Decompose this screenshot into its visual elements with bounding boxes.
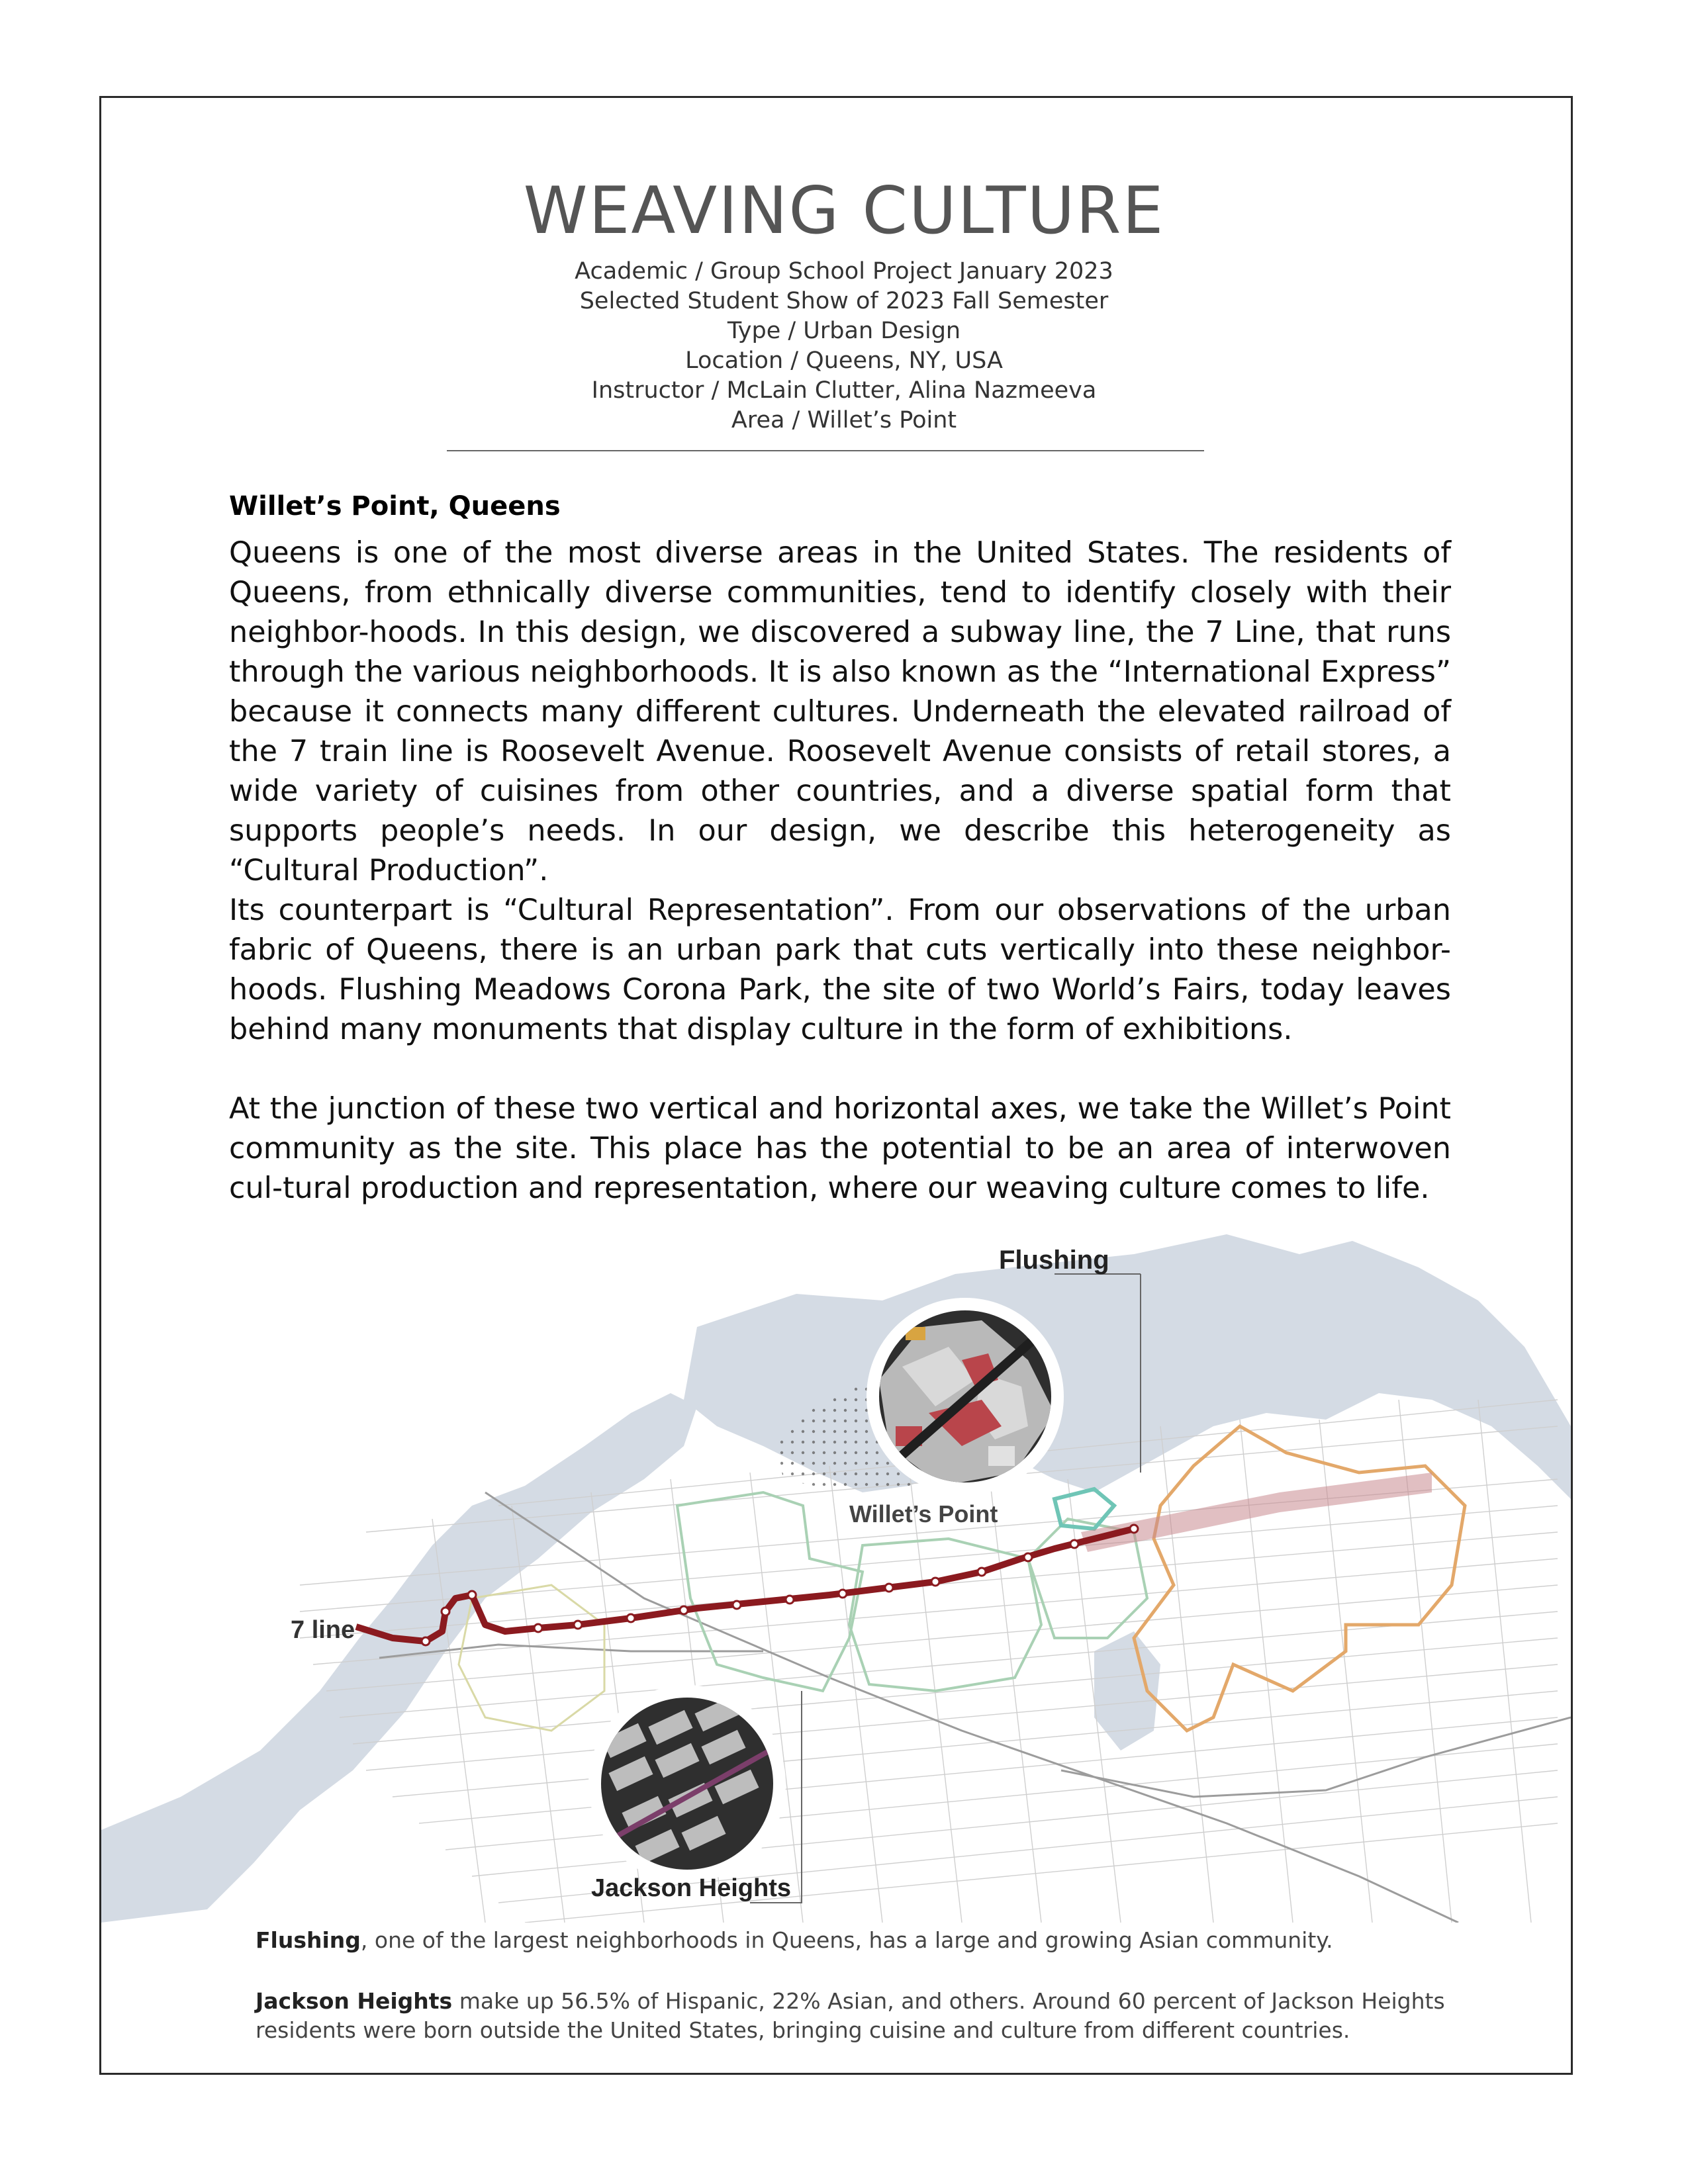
caption-flushing (256, 1926, 1460, 1955)
corridor-highlight (1081, 1473, 1432, 1552)
caption-jackson-heights (256, 1987, 1460, 2045)
section-heading: Willet’s Point, Queens (229, 491, 561, 522)
project-meta (0, 257, 1688, 435)
meta-location: Location / Queens, NY, USA (685, 347, 1003, 374)
meta-type: Type / Urban Design (727, 318, 961, 344)
paragraph-site: At the junction of these two vertical and horizontal axes, we take the Willet’s Point community as the site. This place has the potential to be an area of interwoven cul-tural production and representation, where our weaving culture comes to life. (229, 1092, 1451, 1205)
water-river (101, 1393, 697, 1923)
label-willets-point: Willet’s Point (849, 1500, 998, 1527)
label-7-line: 7 line (291, 1616, 355, 1644)
paragraph-intro: Queens is one of the most diverse areas in the United States. The residents of Queens, from ethnically diverse communities, tend to identify closely with their neighbor-hoods. In this design, we discovered a subway line, the 7 Line, that runs through the various neighborhoods. It is also known as the “International Express” because it connects many different cultures. Underneath the elevated railroad of the 7 train line is Roosevelt Avenue. Roosevelt Avenue consists of retail stores, a wide variety of cuisines from other countries, and a diverse spatial form that supports people’s needs. In our design, we describe this heterogeneity as “Cultural Production”. (229, 536, 1451, 887)
meta-instructor: Instructor / McLain Clutter, Alina Nazmeeva (591, 377, 1097, 404)
divider (447, 450, 1204, 451)
page-title: WEAVING CULTURE (523, 173, 1165, 249)
label-flushing: Flushing (999, 1246, 1109, 1275)
highways (379, 1492, 1571, 1923)
paragraph-representation: Its counterpart is “Cultural Representation”. From our observations of the urban fabric of Queens, there is an urban park that cuts vertically into these neighbor-hoods. Flushing Meadows Corona Park, the site of two World’s Fairs, today leaves behind many monuments that display culture in the form of exhibitions. (229, 893, 1451, 1046)
caption-flushing-text: , one of the largest neighborhoods in Queens, has a large and growing Asian community. (360, 1927, 1333, 1953)
queens-map (101, 1228, 1571, 1923)
meta-show: Selected Student Show of 2023 Fall Semester (579, 288, 1109, 314)
meta-area: Area / Willet’s Point (731, 407, 957, 433)
flushing-boundary (1134, 1426, 1465, 1731)
meta-project: Academic / Group School Project January 2023 (575, 258, 1113, 285)
caption-flushing-term: Flushing (256, 1927, 361, 1953)
label-jackson-heights: Jackson Heights (591, 1874, 791, 1902)
caption-jackson-text: make up 56.5% of Hispanic, 22% Asian, and others. Around 60 percent of Jackson Heights residents were born outside the United States, bringing cuisine and culture from different countries. (256, 1988, 1445, 2043)
caption-jackson-term: Jackson Heights (256, 1988, 453, 2014)
